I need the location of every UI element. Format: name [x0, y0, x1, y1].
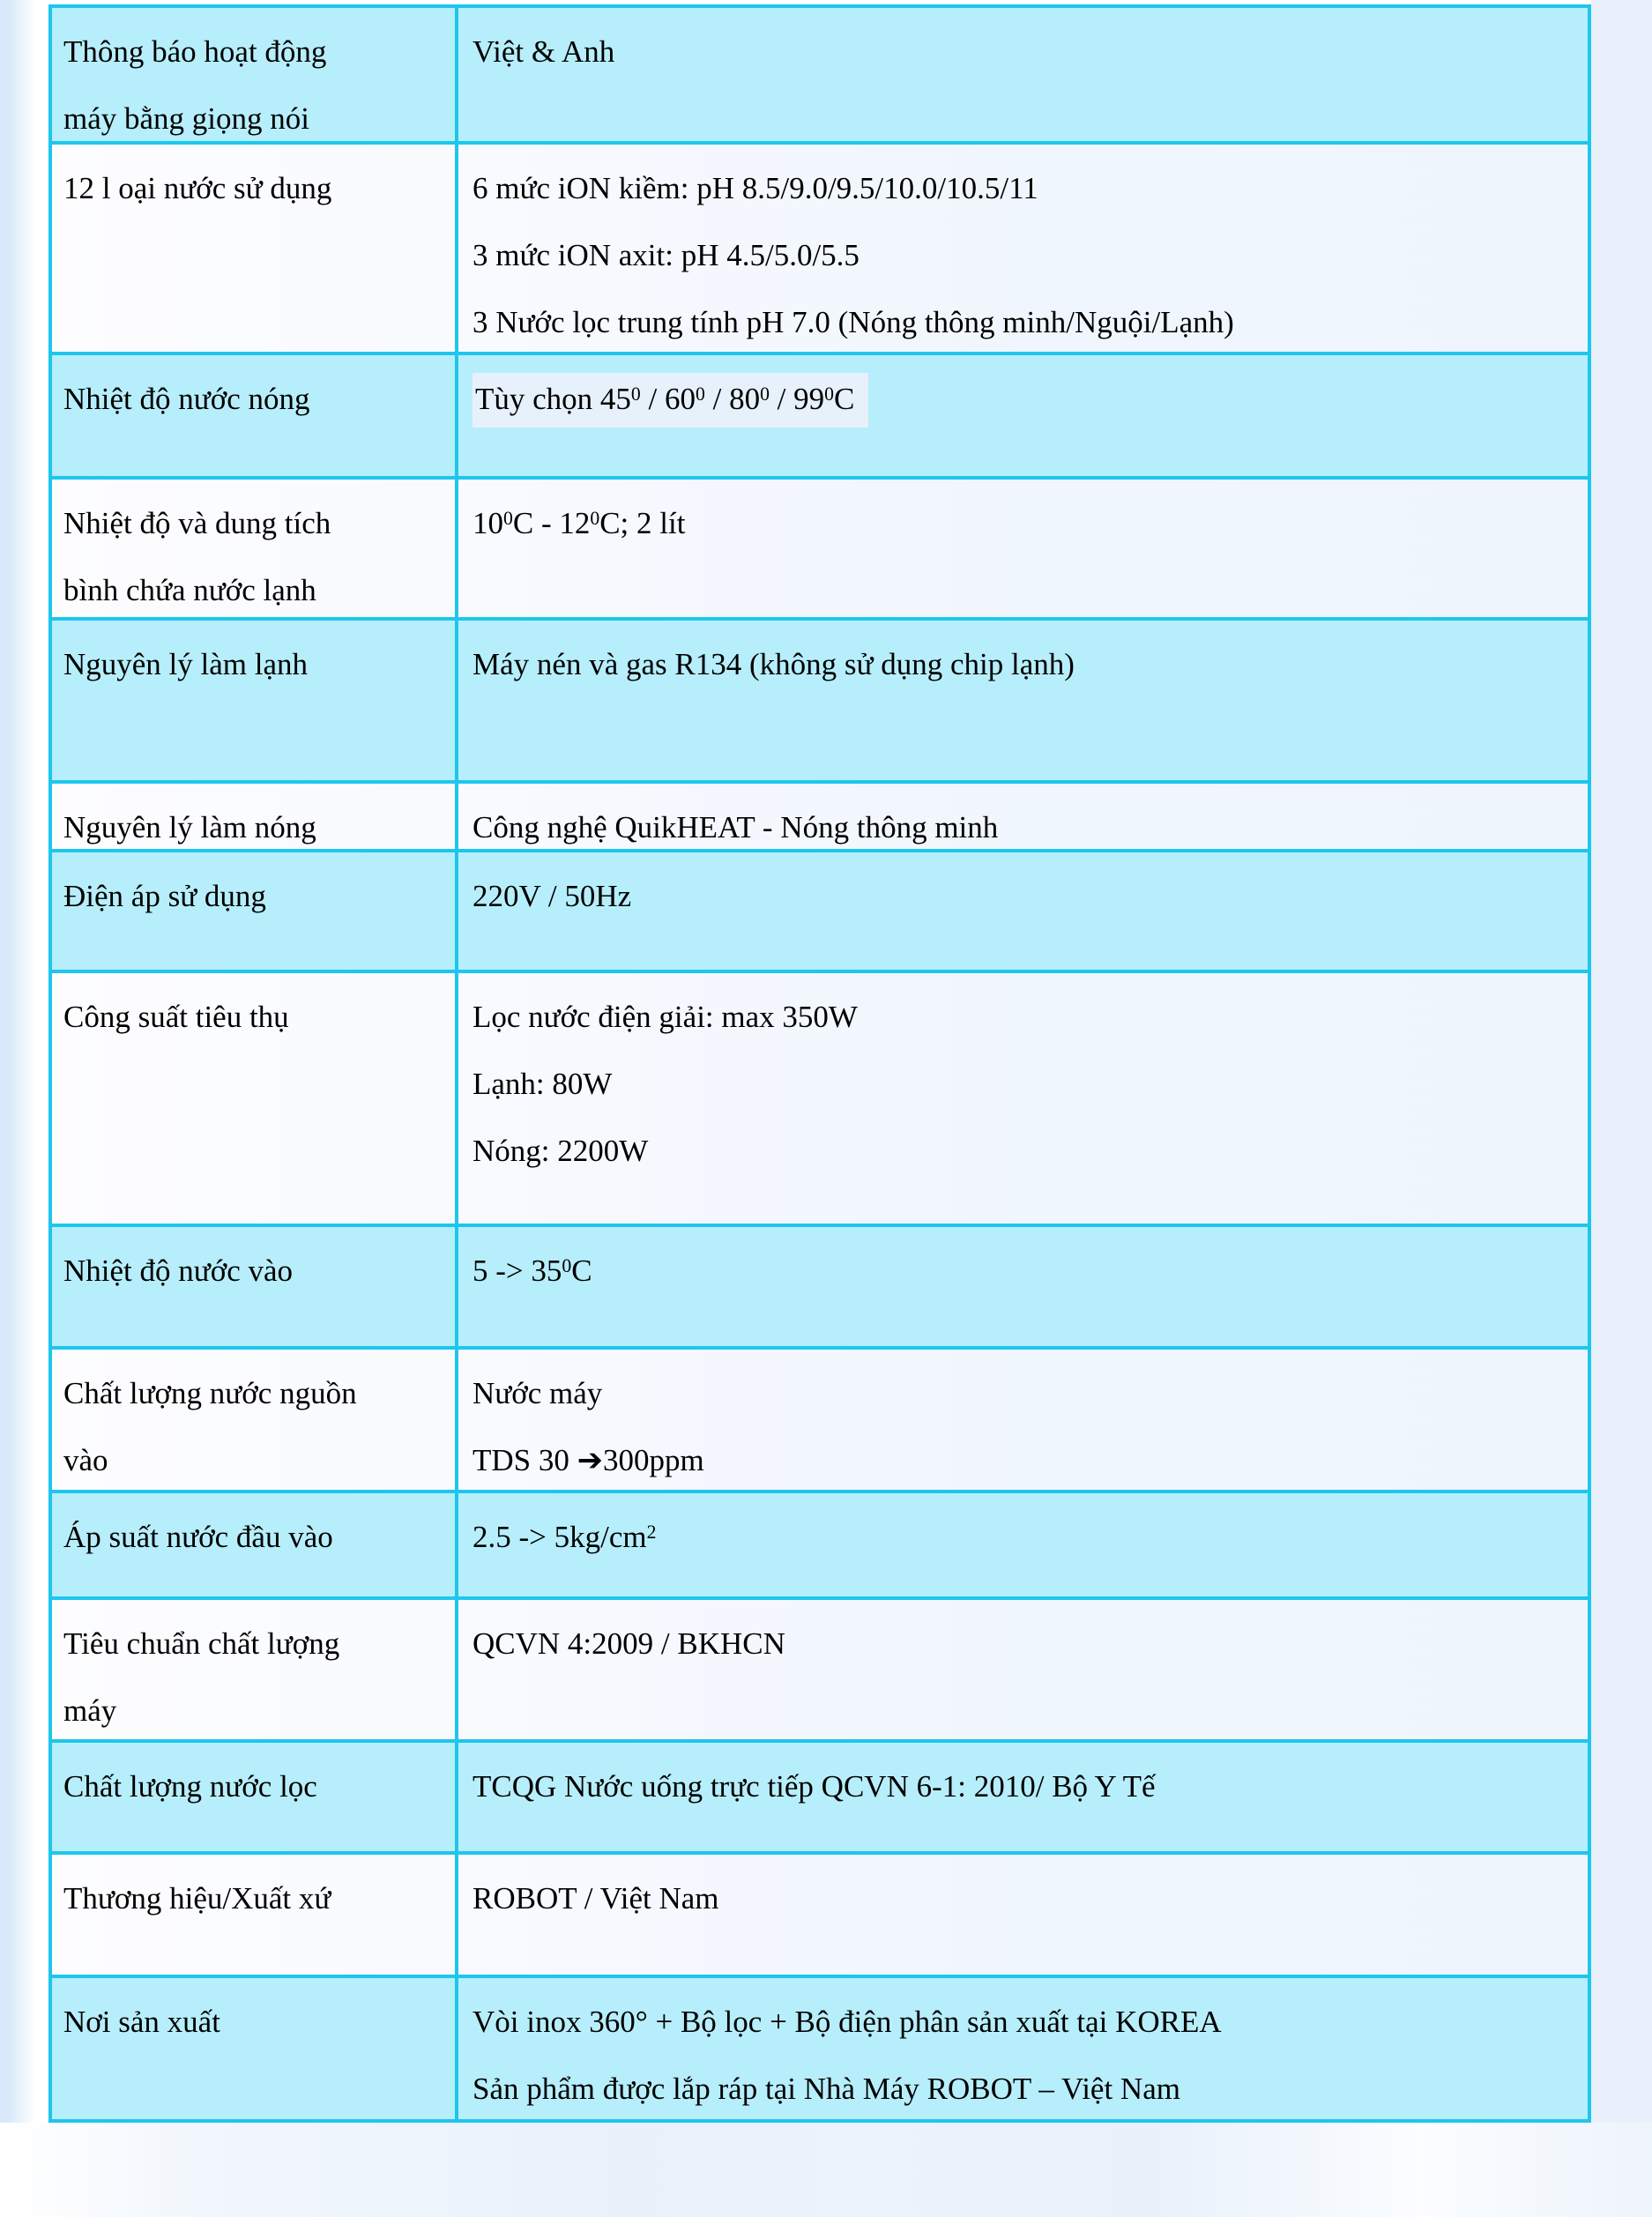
value-text: Vòi inox 360° + Bộ lọc + Bộ điện phân sản xuất tại KOREA: [473, 2005, 1222, 2039]
spec-label-cell: [52, 621, 458, 780]
value-text: 3 mức iON axit: pH 4.5/5.0/5.5: [473, 238, 859, 272]
page-left-margin: [0, 0, 41, 2217]
value-text: Lọc nước điện giải: max 350W: [473, 1000, 858, 1034]
spec-label-cell: [52, 1743, 458, 1851]
value-text: / 99: [769, 382, 825, 416]
spec-value-line: [473, 289, 1579, 352]
spec-value-cell: [458, 1493, 1588, 1596]
spec-value-cell: [458, 1600, 1588, 1739]
value-text: Tùy chọn 45: [475, 382, 631, 416]
spec-label-line: Công suất tiêu thụ: [63, 1000, 289, 1034]
spec-value-line: [473, 1753, 1579, 1820]
superscript: 0: [760, 383, 770, 405]
spec-value-line: [473, 1504, 1579, 1571]
spec-label-cell: [52, 8, 458, 141]
spec-label-cell: [52, 973, 458, 1224]
spec-label-line: Nguyên lý làm lạnh: [63, 647, 309, 681]
spec-label-line: Chất lượng nước lọc: [63, 1769, 317, 1804]
spec-label-line: máy bằng giọng nói: [63, 101, 309, 136]
superscript: 0: [696, 383, 705, 405]
spec-value-cell: [458, 1227, 1588, 1346]
spec-value-line: [473, 155, 1579, 222]
spec-label-cell: [52, 145, 458, 352]
spec-value-cell: [458, 852, 1588, 970]
superscript: 0: [562, 1254, 572, 1276]
spec-table: [48, 4, 1591, 2123]
value-text: Máy nén và gas R134 (không sử dụng chip lạnh): [473, 647, 1075, 681]
spec-value-line: [473, 631, 1579, 698]
spec-label-cell: [52, 1600, 458, 1739]
table-row-8: [52, 973, 1588, 1227]
spec-value-cell: [458, 784, 1588, 849]
spec-label-cell: [52, 355, 458, 476]
spec-value-line: [473, 1051, 1579, 1118]
spec-label-cell: [52, 1493, 458, 1596]
spec-value-cell: [458, 145, 1588, 352]
spec-value-line: [473, 1865, 1579, 1932]
spec-value-cell: [458, 8, 1588, 141]
spec-value-line: [473, 19, 1579, 86]
spec-value-line: [473, 1611, 1579, 1678]
spec-value-line: [473, 1118, 1579, 1185]
spec-label-line: Nguyên lý làm nóng: [63, 810, 316, 844]
spec-label-line: vào: [63, 1443, 108, 1477]
spec-value-cell: [458, 480, 1588, 617]
highlighted-value: [473, 373, 868, 428]
value-text: 220V / 50Hz: [473, 879, 632, 913]
spec-value-line: [473, 1360, 1579, 1427]
table-row-15: [52, 1978, 1588, 2119]
value-text: TDS 30 ➔300ppm: [473, 1443, 704, 1477]
spec-label-cell: [52, 1227, 458, 1346]
table-row-14: [52, 1855, 1588, 1978]
value-text: Lạnh: 80W: [473, 1067, 613, 1101]
value-text: / 60: [640, 382, 696, 416]
spec-value-line: [473, 2056, 1579, 2119]
value-text: TCQG Nước uống trực tiếp QCVN 6-1: 2010/ Bộ Y Tế: [473, 1769, 1156, 1804]
spec-label-line: Thương hiệu/Xuất xứ: [63, 1881, 331, 1916]
table-row-6: [52, 784, 1588, 852]
spec-label-cell: [52, 480, 458, 617]
spec-value-cell: [458, 621, 1588, 780]
spec-label-line: Chất lượng nước nguồn: [63, 1376, 357, 1410]
table-row-2: [52, 145, 1588, 355]
spec-label-line: Nhiệt độ và dung tích: [63, 506, 331, 540]
table-row-9: [52, 1227, 1588, 1350]
value-text: C: [834, 382, 855, 416]
table-row-1: [52, 8, 1588, 145]
value-text: Việt & Anh: [473, 34, 615, 69]
spec-value-line: [473, 1238, 1579, 1305]
spec-value-cell: [458, 355, 1588, 476]
value-text: 3 Nước lọc trung tính pH 7.0 (Nóng thông minh/Nguội/Lạnh): [473, 305, 1234, 339]
spec-value-line: [473, 366, 1579, 433]
spec-label-cell: [52, 1855, 458, 1975]
spec-label-line: Điện áp sử dụng: [63, 879, 266, 913]
table-row-12: [52, 1600, 1588, 1743]
superscript: 2: [646, 1521, 657, 1543]
value-text: 10: [473, 506, 503, 540]
spec-label-line: Áp suất nước đầu vào: [63, 1520, 333, 1554]
value-text: C: [571, 1254, 592, 1288]
superscript: 0: [590, 507, 600, 529]
table-row-3: [52, 355, 1588, 480]
spec-value-line: [473, 794, 1579, 849]
spec-value-line: [473, 984, 1579, 1051]
spec-label-line: bình chứa nước lạnh: [63, 573, 316, 607]
superscript: 0: [824, 383, 834, 405]
table-row-5: [52, 621, 1588, 784]
spec-value-cell: [458, 1978, 1588, 2119]
table-row-10: [52, 1350, 1588, 1493]
spec-label-cell: [52, 1350, 458, 1490]
table-row-4: [52, 480, 1588, 621]
value-text: QCVN 4:2009 / BKHCN: [473, 1626, 785, 1661]
spec-label-line: Nhiệt độ nước nóng: [63, 382, 310, 416]
value-text: C; 2 lít: [599, 506, 686, 540]
spec-value-line: [473, 1989, 1579, 2056]
value-text: 5 -> 35: [473, 1254, 562, 1288]
spec-value-line: [473, 1427, 1579, 1490]
superscript: 0: [503, 507, 513, 529]
spec-value-line: [473, 222, 1579, 289]
value-text: 2.5 -> 5kg/cm: [473, 1520, 647, 1554]
value-text: / 80: [704, 382, 761, 416]
spec-value-line: [473, 863, 1579, 930]
value-text: C - 12: [512, 506, 591, 540]
value-text: Nước máy: [473, 1376, 603, 1410]
value-text: Công nghệ QuikHEAT - Nóng thông minh: [473, 810, 999, 844]
spec-label-cell: [52, 784, 458, 849]
page-right-margin: [1591, 0, 1652, 2217]
spec-label-line: Tiêu chuẩn chất lượng: [63, 1626, 340, 1661]
spec-label-cell: [52, 1978, 458, 2119]
superscript: 0: [630, 383, 641, 405]
spec-value-cell: [458, 1855, 1588, 1975]
spec-label-line: Nhiệt độ nước vào: [63, 1254, 294, 1288]
value-text: Nóng: 2200W: [473, 1134, 649, 1168]
spec-label-line: 12 l oại nước sử dụng: [63, 171, 332, 205]
spec-value-line: [473, 490, 1579, 557]
value-text: Sản phẩm được lắp ráp tại Nhà Máy ROBOT – Việt Nam: [473, 2072, 1180, 2106]
spec-value-cell: [458, 1350, 1588, 1490]
spec-label-line: Thông báo hoạt động: [63, 34, 327, 69]
spec-value-cell: [458, 973, 1588, 1224]
table-row-7: [52, 852, 1588, 973]
value-text: ROBOT / Việt Nam: [473, 1881, 719, 1916]
value-text: 6 mức iON kiềm: pH 8.5/9.0/9.5/10.0/10.5/11: [473, 171, 1038, 205]
spec-value-cell: [458, 1743, 1588, 1851]
page-bottom-margin: [0, 2123, 1652, 2217]
spec-label-line: máy: [63, 1693, 117, 1728]
spec-label-line: Nơi sản xuất: [63, 2005, 220, 2039]
spec-label-cell: [52, 852, 458, 970]
table-row-11: [52, 1493, 1588, 1600]
table-row-13: [52, 1743, 1588, 1855]
